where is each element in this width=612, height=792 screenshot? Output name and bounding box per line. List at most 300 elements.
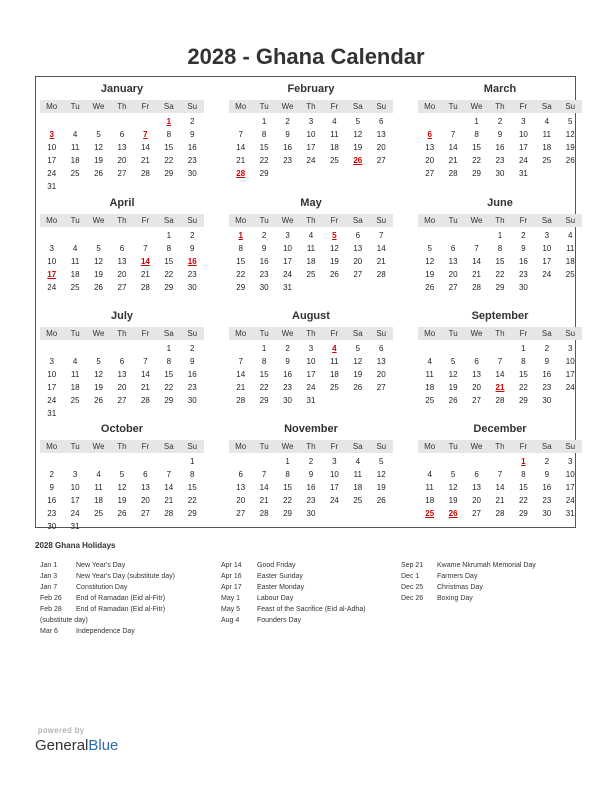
- day: 21: [259, 496, 269, 505]
- day: 24: [306, 156, 316, 165]
- day: 8: [261, 130, 267, 139]
- day: 18: [306, 257, 316, 266]
- day: 28: [164, 509, 174, 518]
- day: 28: [495, 509, 505, 518]
- day: 3: [308, 344, 314, 353]
- weekday-label: Sa: [541, 329, 552, 338]
- day: 18: [329, 143, 339, 152]
- day: 13: [472, 483, 481, 492]
- day: 5: [96, 357, 101, 366]
- day: 1: [190, 457, 195, 466]
- weekday-label: Sa: [163, 329, 174, 338]
- day: 28: [472, 283, 481, 292]
- day: 15: [164, 370, 174, 379]
- day: 6: [355, 231, 361, 240]
- day: 27: [117, 283, 127, 292]
- day: 8: [166, 130, 172, 139]
- weekday-label: Th: [495, 102, 505, 111]
- day: 18: [70, 270, 80, 279]
- empty-day: [87, 342, 110, 355]
- day: 2: [190, 117, 195, 126]
- day: 15: [236, 257, 246, 266]
- day: 24: [565, 383, 575, 392]
- month-name: February: [287, 83, 335, 95]
- day: 26: [448, 396, 458, 405]
- day: 12: [117, 483, 127, 492]
- day: 18: [425, 496, 435, 505]
- day: 13: [236, 483, 246, 492]
- day: 4: [568, 231, 573, 240]
- holiday-date: Feb 28: [40, 606, 62, 613]
- day: 22: [518, 383, 528, 392]
- day: 5: [450, 470, 456, 479]
- holiday-day: 16: [187, 257, 197, 266]
- day: 8: [521, 357, 526, 366]
- weekday-header: [40, 440, 204, 453]
- month-name: November: [284, 423, 338, 435]
- day: 13: [425, 143, 435, 152]
- holiday-item: [40, 571, 210, 582]
- day: 14: [472, 257, 481, 266]
- day: 10: [518, 130, 528, 139]
- day: 22: [283, 496, 292, 505]
- day: 3: [72, 470, 78, 479]
- day: 31: [565, 509, 575, 518]
- day: 10: [283, 244, 292, 253]
- day: 16: [495, 143, 505, 152]
- day: 16: [187, 370, 197, 379]
- holiday-date: Apr 16: [221, 573, 242, 580]
- day: 3: [49, 244, 54, 253]
- day: 4: [427, 470, 432, 479]
- day: 25: [70, 169, 80, 178]
- holiday-item: [221, 593, 391, 604]
- day: 17: [542, 257, 552, 266]
- day: 7: [450, 130, 456, 139]
- day: 8: [521, 470, 526, 479]
- day: 20: [425, 156, 435, 165]
- day: 6: [379, 117, 384, 126]
- holiday-item: [401, 560, 571, 571]
- day: 2: [49, 470, 54, 479]
- day-grid: [40, 229, 204, 294]
- day: 9: [190, 244, 195, 253]
- day: 4: [72, 244, 78, 253]
- month-july: [40, 310, 204, 420]
- day: 16: [518, 257, 528, 266]
- day: 15: [518, 370, 528, 379]
- holiday-day: 5: [332, 231, 337, 240]
- day: 9: [190, 357, 195, 366]
- day: 27: [140, 509, 150, 518]
- weekday-header: [229, 327, 393, 340]
- day: 23: [259, 270, 269, 279]
- day: 19: [353, 370, 363, 379]
- day: 27: [236, 509, 246, 518]
- day: 26: [376, 496, 386, 505]
- holiday-name: New Year's Day: [76, 562, 126, 569]
- day: 2: [285, 117, 290, 126]
- day: 25: [565, 270, 575, 279]
- day: 19: [448, 383, 458, 392]
- holiday-day: 7: [143, 130, 148, 139]
- day: 2: [521, 231, 526, 240]
- holiday-day: 26: [353, 156, 363, 165]
- empty-day: [418, 455, 441, 468]
- day: 3: [521, 117, 526, 126]
- weekday-label: Th: [495, 216, 505, 225]
- weekday-label: Th: [117, 329, 127, 338]
- day: 27: [425, 169, 435, 178]
- empty-day: [87, 229, 110, 242]
- day: 20: [117, 383, 127, 392]
- weekday-label: Sa: [352, 102, 363, 111]
- day: 24: [565, 496, 575, 505]
- weekday-label: We: [281, 102, 294, 111]
- day: 24: [518, 156, 528, 165]
- weekday-label: Tu: [448, 102, 458, 111]
- holiday-day: 1: [166, 117, 172, 126]
- day: 21: [448, 156, 458, 165]
- day: 30: [187, 283, 197, 292]
- day: 22: [164, 383, 174, 392]
- day: 1: [166, 231, 172, 240]
- day: 23: [283, 383, 292, 392]
- holiday-date: Dec 1: [401, 573, 420, 580]
- weekday-label: Tu: [448, 329, 458, 338]
- day: 24: [306, 383, 316, 392]
- empty-day: [134, 342, 157, 355]
- day: 19: [117, 496, 127, 505]
- day: 1: [166, 344, 172, 353]
- month-february: [229, 83, 393, 180]
- day: 10: [542, 244, 552, 253]
- empty-day: [418, 115, 441, 128]
- day: 2: [190, 231, 195, 240]
- day: 29: [164, 283, 174, 292]
- weekday-header: [229, 100, 393, 113]
- day: 10: [565, 470, 575, 479]
- day: 22: [164, 270, 174, 279]
- day: 30: [542, 509, 552, 518]
- day: 24: [47, 396, 57, 405]
- empty-day: [110, 115, 133, 128]
- day: 10: [306, 357, 316, 366]
- day: 23: [542, 496, 552, 505]
- day: 29: [164, 396, 174, 405]
- weekday-label: Su: [187, 102, 198, 111]
- day: 30: [187, 396, 197, 405]
- weekday-label: We: [92, 102, 105, 111]
- weekday-label: Sa: [352, 329, 363, 338]
- day: 9: [308, 470, 314, 479]
- day: 18: [94, 496, 103, 505]
- day: 29: [283, 509, 292, 518]
- day: 10: [306, 130, 316, 139]
- day: 14: [259, 483, 269, 492]
- holiday-name: Easter Monday: [257, 584, 305, 591]
- day: 30: [518, 283, 528, 292]
- weekday-header: [418, 100, 582, 113]
- day: 16: [259, 257, 269, 266]
- day: 10: [565, 357, 575, 366]
- day-grid: [40, 455, 204, 533]
- holiday-item: [401, 593, 571, 604]
- day-grid: [40, 115, 204, 193]
- day: 21: [495, 496, 505, 505]
- day: 20: [448, 270, 458, 279]
- day: 5: [119, 470, 125, 479]
- day: 12: [565, 130, 575, 139]
- day: 15: [259, 370, 269, 379]
- day: 25: [70, 283, 80, 292]
- day: 13: [117, 143, 127, 152]
- weekday-label: We: [92, 329, 105, 338]
- day: 21: [140, 383, 150, 392]
- weekday-label: Mo: [235, 329, 247, 338]
- holiday-date: Feb 26: [40, 595, 62, 602]
- day: 25: [306, 270, 316, 279]
- day-grid: [40, 342, 204, 420]
- day: 12: [353, 357, 363, 366]
- month-name: October: [100, 423, 144, 435]
- weekday-header: [40, 214, 204, 227]
- month-name: March: [483, 83, 517, 95]
- holiday-date: Aug 4: [221, 617, 240, 624]
- weekday-header: [40, 100, 204, 113]
- holiday-date: Jan 3: [40, 573, 58, 580]
- day-grid: [229, 229, 393, 294]
- day: 12: [376, 470, 386, 479]
- day: 8: [285, 470, 290, 479]
- day: 14: [140, 370, 150, 379]
- day: 15: [164, 143, 174, 152]
- day: 8: [497, 244, 503, 253]
- empty-day: [441, 455, 464, 468]
- day: 29: [495, 283, 505, 292]
- weekday-label: Mo: [424, 442, 436, 451]
- day: 30: [306, 509, 316, 518]
- holiday-day: 26: [448, 509, 458, 518]
- weekday-label: Su: [376, 329, 387, 338]
- day: 25: [542, 156, 552, 165]
- weekday-label: Su: [565, 102, 576, 111]
- empty-day: [87, 115, 110, 128]
- weekday-label: Fr: [330, 442, 339, 451]
- weekday-label: Su: [565, 329, 576, 338]
- weekday-label: Mo: [46, 216, 58, 225]
- day: 14: [448, 143, 458, 152]
- day: 18: [70, 156, 80, 165]
- day: 12: [448, 483, 458, 492]
- weekday-label: We: [470, 102, 483, 111]
- day: 13: [353, 244, 363, 253]
- month-name: August: [292, 310, 330, 322]
- weekday-label: Fr: [330, 216, 339, 225]
- day: 13: [376, 130, 386, 139]
- day: 23: [187, 383, 197, 392]
- day: 8: [474, 130, 479, 139]
- day-grid: [229, 455, 393, 520]
- day: 26: [94, 283, 103, 292]
- day: 2: [261, 231, 267, 240]
- weekday-label: Sa: [541, 216, 552, 225]
- holiday-name: Founders Day: [257, 617, 301, 624]
- day: 12: [353, 130, 363, 139]
- weekday-label: Sa: [352, 216, 363, 225]
- day: 15: [283, 483, 292, 492]
- day: 22: [518, 496, 528, 505]
- month-name: June: [487, 197, 513, 209]
- holiday-name: Constitution Day: [76, 584, 128, 591]
- day: 5: [96, 244, 101, 253]
- day: 12: [94, 370, 103, 379]
- empty-day: [157, 455, 180, 468]
- day: 14: [236, 143, 246, 152]
- day: 22: [164, 156, 174, 165]
- day: 20: [140, 496, 150, 505]
- holiday-day: 14: [140, 257, 150, 266]
- day: 1: [474, 117, 479, 126]
- month-october: [40, 423, 204, 533]
- day: 8: [166, 244, 172, 253]
- day: 23: [187, 270, 197, 279]
- day: 28: [495, 396, 505, 405]
- weekday-label: Mo: [235, 102, 247, 111]
- holiday-day: 4: [332, 344, 337, 353]
- day: 29: [518, 396, 528, 405]
- day: 30: [187, 169, 197, 178]
- day: 27: [448, 283, 458, 292]
- day: 8: [190, 470, 195, 479]
- holiday-item: [221, 582, 391, 593]
- holiday-name: Kwame Nkrumah Memorial Day: [437, 562, 536, 569]
- weekday-label: Sa: [163, 216, 174, 225]
- day: 23: [283, 156, 292, 165]
- day: 16: [283, 143, 292, 152]
- holiday-name: Independence Day: [76, 628, 135, 635]
- weekday-label: Th: [495, 329, 505, 338]
- day: 6: [238, 470, 243, 479]
- weekday-label: Su: [187, 329, 198, 338]
- day: 24: [70, 509, 80, 518]
- holidays-column-1: [40, 560, 210, 637]
- holiday-day: 1: [521, 457, 526, 466]
- weekday-label: Tu: [259, 329, 269, 338]
- day: 16: [283, 370, 292, 379]
- day: 14: [376, 244, 386, 253]
- day: 17: [306, 370, 316, 379]
- day: 30: [283, 396, 292, 405]
- day: 20: [353, 257, 363, 266]
- day: 19: [94, 270, 103, 279]
- weekday-label: Fr: [519, 102, 528, 111]
- holiday-date: Jan 1: [40, 562, 58, 569]
- day: 3: [49, 357, 54, 366]
- day: 9: [49, 483, 54, 492]
- empty-day: [110, 455, 133, 468]
- day: 18: [425, 383, 435, 392]
- day: 29: [236, 283, 246, 292]
- weekday-label: Sa: [541, 102, 552, 111]
- day: 10: [47, 143, 57, 152]
- weekday-label: We: [92, 216, 105, 225]
- day: 31: [518, 169, 528, 178]
- day: 5: [568, 117, 573, 126]
- day: 17: [565, 370, 575, 379]
- weekday-label: Mo: [46, 102, 58, 111]
- day: 8: [261, 357, 267, 366]
- holiday-date: Dec 25: [401, 584, 424, 591]
- weekday-label: Su: [376, 442, 387, 451]
- day: 6: [474, 470, 479, 479]
- day: 9: [544, 357, 550, 366]
- day: 17: [70, 496, 80, 505]
- empty-day: [488, 455, 511, 468]
- empty-day: [134, 229, 157, 242]
- day: 16: [47, 496, 57, 505]
- weekday-label: Fr: [141, 329, 150, 338]
- day: 24: [329, 496, 339, 505]
- day: 7: [143, 357, 148, 366]
- day: 12: [329, 244, 339, 253]
- day: 7: [143, 244, 148, 253]
- weekday-label: Mo: [424, 329, 436, 338]
- day: 4: [355, 457, 361, 466]
- weekday-label: Mo: [424, 102, 436, 111]
- weekday-label: Mo: [46, 442, 58, 451]
- day: 8: [166, 357, 172, 366]
- holiday-item: [221, 615, 391, 626]
- weekday-header: [418, 327, 582, 340]
- day: 20: [472, 383, 481, 392]
- day: 1: [261, 117, 267, 126]
- day: 26: [425, 283, 435, 292]
- brand-blue: Blue: [88, 737, 119, 754]
- day: 1: [497, 231, 503, 240]
- day: 2: [285, 344, 290, 353]
- day: 18: [329, 370, 339, 379]
- day: 18: [353, 483, 363, 492]
- month-name: April: [109, 197, 135, 209]
- day: 22: [472, 156, 481, 165]
- day: 24: [47, 283, 57, 292]
- day: 20: [376, 143, 386, 152]
- weekday-label: Th: [306, 329, 316, 338]
- day: 12: [94, 257, 103, 266]
- day: 3: [308, 117, 314, 126]
- day: 17: [306, 143, 316, 152]
- day: 25: [425, 396, 435, 405]
- weekday-label: Su: [376, 102, 387, 111]
- day: 11: [353, 470, 362, 479]
- day: 26: [329, 270, 339, 279]
- holiday-day: 21: [495, 383, 505, 392]
- holiday-name: Good Friday: [257, 562, 296, 569]
- weekday-label: Su: [187, 216, 198, 225]
- weekday-label: Mo: [235, 442, 247, 451]
- day: 12: [94, 143, 103, 152]
- weekday-label: Su: [187, 442, 198, 451]
- day: 31: [47, 409, 57, 418]
- day: 26: [94, 169, 103, 178]
- day: 6: [119, 357, 125, 366]
- day: 4: [427, 357, 432, 366]
- weekday-label: Tu: [448, 216, 458, 225]
- day: 5: [427, 244, 432, 253]
- day: 16: [542, 483, 552, 492]
- weekday-label: Sa: [541, 442, 552, 451]
